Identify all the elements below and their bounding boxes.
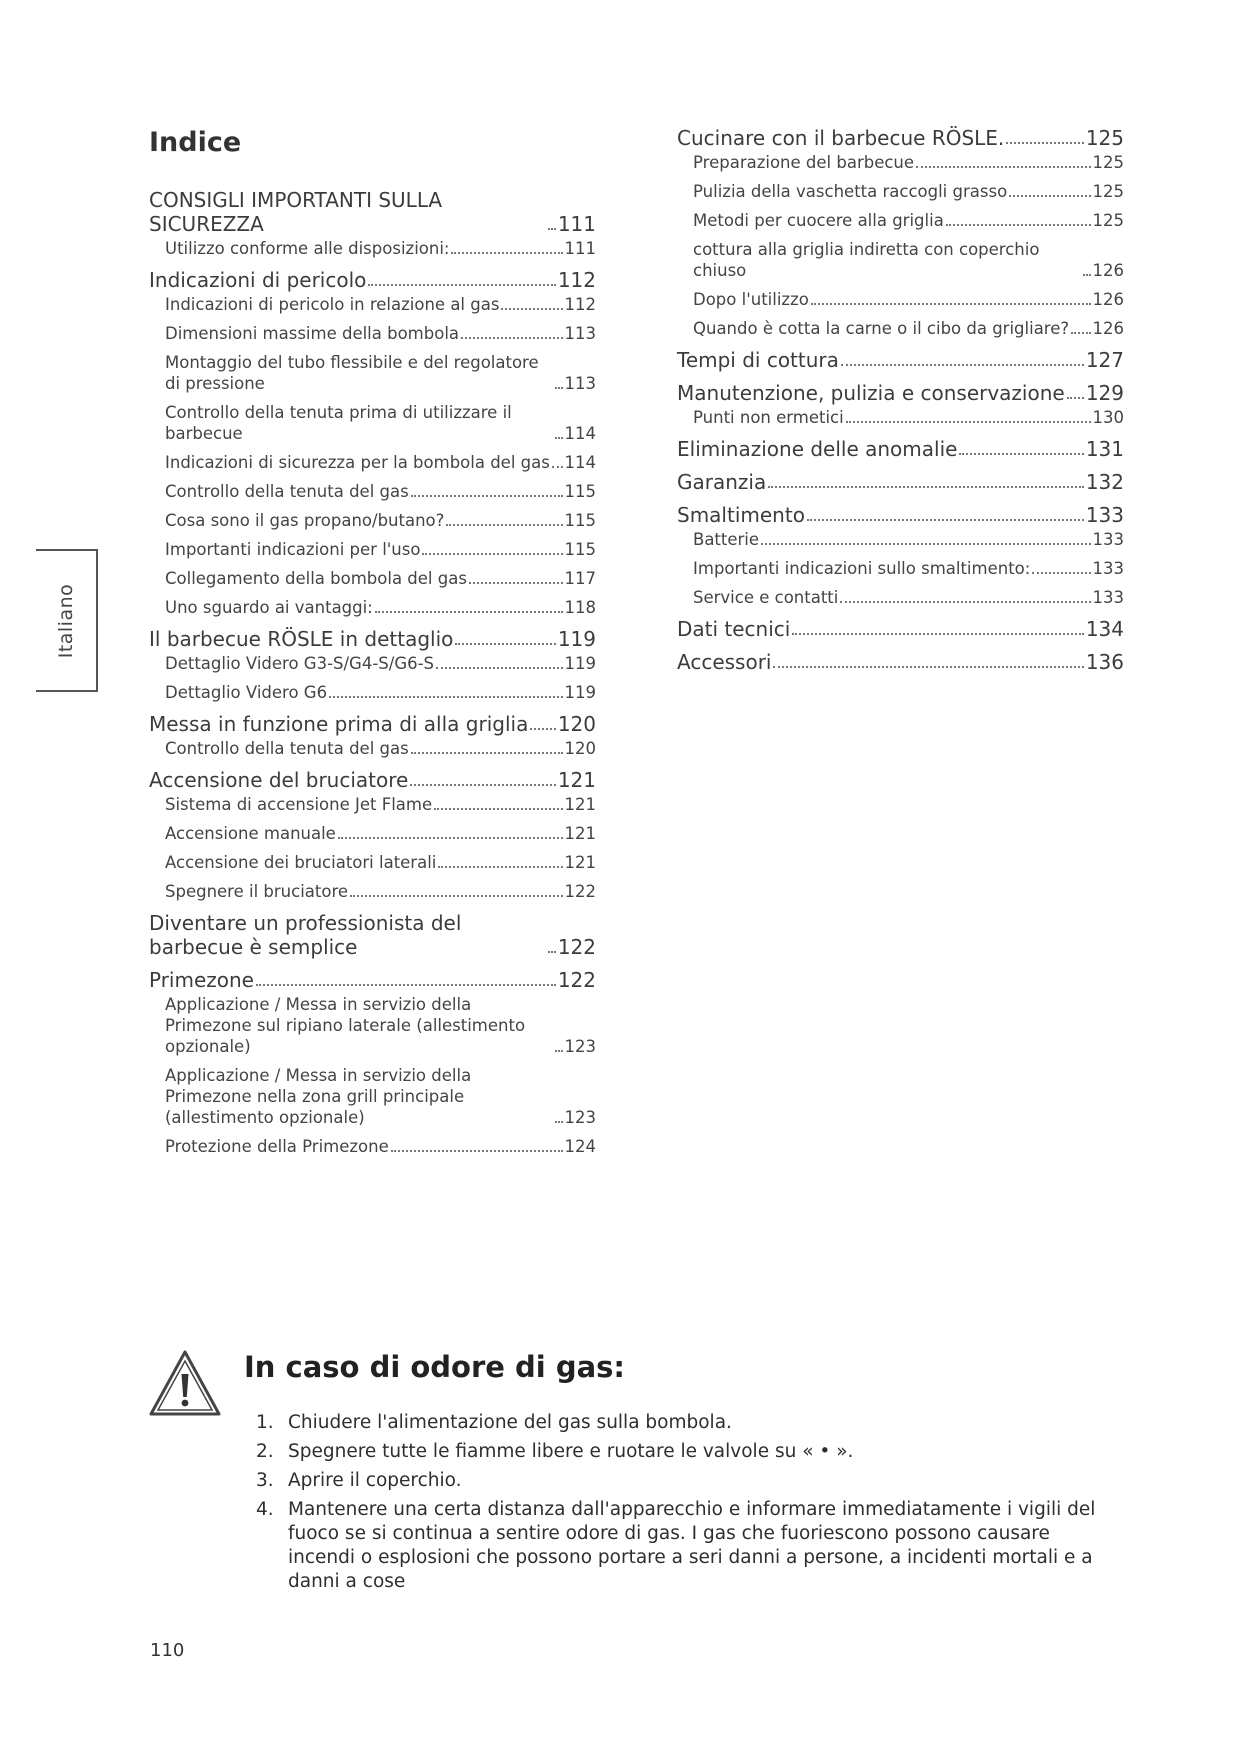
toc-section-heading[interactable] bbox=[677, 348, 1124, 372]
toc-entry-page: 130 bbox=[1092, 408, 1124, 427]
warning-step-text: Chiudere l'alimentazione del gas sulla bombola. bbox=[288, 1412, 732, 1433]
toc-subentry[interactable] bbox=[149, 568, 596, 589]
dot-leader bbox=[411, 752, 563, 754]
toc-entry-label: cottura alla griglia indiretta con coperchio chiuso bbox=[693, 240, 1040, 280]
toc-entry-page: 118 bbox=[564, 598, 596, 617]
toc-entry-label: Accessori bbox=[677, 650, 772, 674]
toc-entry-page: 125 bbox=[1092, 211, 1124, 230]
toc-section-heading[interactable] bbox=[149, 712, 596, 736]
toc-entry-label: Collegamento della bombola del gas bbox=[165, 569, 467, 588]
toc-subentry[interactable] bbox=[677, 289, 1124, 310]
toc-entry-label: Montaggio del tubo flessibile e del regolatore di pressione bbox=[165, 353, 539, 393]
toc-section-heading[interactable] bbox=[149, 911, 596, 959]
toc-entry-label: Controllo della tenuta del gas bbox=[165, 482, 409, 501]
toc-entry-page: 121 bbox=[564, 853, 596, 872]
toc-entry-page: 112 bbox=[557, 268, 596, 292]
toc-entry-label: Utilizzo conforme alle disposizioni: bbox=[165, 239, 450, 258]
toc-subentry[interactable] bbox=[677, 210, 1124, 231]
toc-entry-label: Pulizia della vaschetta raccogli grasso bbox=[693, 182, 1008, 201]
toc-section bbox=[149, 712, 596, 759]
toc-entry-page: 136 bbox=[1085, 650, 1124, 674]
dot-leader bbox=[501, 308, 562, 310]
toc-entry-page: 124 bbox=[564, 1137, 596, 1156]
toc-section-heading[interactable] bbox=[677, 437, 1124, 461]
warning-title: In caso di odore di gas: bbox=[244, 1350, 626, 1384]
dot-leader bbox=[916, 166, 1090, 168]
toc-subentry[interactable] bbox=[149, 653, 596, 674]
toc-entry-label: Indicazioni di pericolo bbox=[149, 268, 367, 292]
toc-section-heading[interactable] bbox=[677, 650, 1124, 674]
toc-right-column bbox=[677, 126, 1124, 683]
toc-entry-label: Importanti indicazioni per l'uso bbox=[165, 540, 421, 559]
toc-entry-label: Metodi per cuocere alla griglia bbox=[693, 211, 944, 230]
toc-entry-page: 134 bbox=[1085, 617, 1124, 641]
dot-leader bbox=[555, 437, 563, 439]
toc-subentry[interactable] bbox=[677, 181, 1124, 202]
toc-subentry[interactable] bbox=[149, 852, 596, 873]
warning-step-text: Mantenere una certa distanza dall'apparecchio e informare immediatamente i vigili del fuoco se si continua a sentire odore di gas. I gas che fuoriescono possono causare incendi o esplosioni che possono portare a seri danni a persone, a incidenti mortali e a danni a cose bbox=[288, 1499, 1096, 1592]
dot-leader bbox=[846, 421, 1091, 423]
dot-leader bbox=[768, 486, 1084, 488]
toc-entry-label: Cucinare con il barbecue RÖSLE. bbox=[677, 126, 1005, 150]
toc-subentry[interactable] bbox=[149, 510, 596, 531]
toc-entry-page: 122 bbox=[557, 935, 596, 959]
toc-entry-label: Messa in funzione prima di alla griglia bbox=[149, 712, 529, 736]
page-title: Indice bbox=[149, 127, 242, 158]
toc-subentry[interactable] bbox=[149, 794, 596, 815]
toc-entry-page: 123 bbox=[564, 1108, 596, 1127]
dot-leader bbox=[555, 387, 563, 389]
dot-leader bbox=[329, 696, 562, 698]
toc-entry-page: 114 bbox=[564, 424, 596, 443]
toc-entry-page: 127 bbox=[1085, 348, 1124, 372]
toc-entry-page: 122 bbox=[564, 882, 596, 901]
dot-leader bbox=[1009, 195, 1090, 197]
toc-right-list bbox=[677, 126, 1124, 674]
toc-section-heading[interactable] bbox=[149, 268, 596, 292]
toc-section bbox=[149, 911, 596, 959]
toc-entry-label: Dati tecnici bbox=[677, 617, 791, 641]
toc-left-list bbox=[149, 188, 596, 1157]
toc-entry-page: 115 bbox=[564, 540, 596, 559]
dot-leader bbox=[368, 284, 555, 286]
toc-entry-label: Spegnere il bruciatore bbox=[165, 882, 349, 901]
warning-step-number: 3. bbox=[256, 1470, 274, 1491]
toc-section-heading[interactable] bbox=[677, 617, 1124, 641]
dot-leader bbox=[959, 453, 1083, 455]
toc-subentry[interactable] bbox=[149, 294, 596, 315]
toc-section bbox=[677, 348, 1124, 372]
toc-entry-page: 113 bbox=[564, 324, 596, 343]
warning-triangle-icon bbox=[148, 1349, 222, 1417]
warning-step bbox=[256, 1498, 1116, 1594]
toc-entry-page: 125 bbox=[1085, 126, 1124, 150]
toc-entry-page: 111 bbox=[557, 212, 596, 236]
toc-entry-page: 123 bbox=[564, 1037, 596, 1056]
toc-entry-page: 120 bbox=[564, 739, 596, 758]
toc-subentry[interactable] bbox=[149, 881, 596, 902]
warning-step bbox=[256, 1469, 1116, 1493]
toc-section bbox=[677, 126, 1124, 339]
dot-leader bbox=[461, 337, 562, 339]
toc-section bbox=[677, 650, 1124, 674]
toc-entry-page: 125 bbox=[1092, 182, 1124, 201]
toc-entry-page: 111 bbox=[564, 239, 596, 258]
toc-entry-page: 120 bbox=[557, 712, 596, 736]
toc-subentry[interactable] bbox=[677, 152, 1124, 173]
toc-subentry[interactable] bbox=[149, 452, 596, 473]
warning-step-number: 4. bbox=[256, 1499, 274, 1520]
warning-step bbox=[256, 1411, 1116, 1435]
dot-leader bbox=[256, 984, 556, 986]
toc-left-column bbox=[149, 126, 596, 1166]
dot-leader bbox=[946, 224, 1091, 226]
warning-steps-list bbox=[256, 1411, 1116, 1599]
toc-entry-label: Accensione manuale bbox=[165, 824, 336, 843]
dot-leader bbox=[446, 524, 562, 526]
toc-entry-label: Accensione del bruciatore bbox=[149, 768, 409, 792]
toc-entry-page: 126 bbox=[1092, 290, 1124, 309]
toc-section bbox=[149, 627, 596, 703]
toc-subentry[interactable] bbox=[677, 407, 1124, 428]
toc-entry-label: Quando è cotta la carne o il cibo da grigliare? bbox=[693, 319, 1070, 338]
toc-entry-page: 126 bbox=[1092, 319, 1124, 338]
toc-entry-page: 113 bbox=[564, 374, 596, 393]
toc-subentry[interactable] bbox=[149, 597, 596, 618]
toc-entry-page: 133 bbox=[1092, 530, 1124, 549]
toc-entry-label: Diventare un professionista del barbecue è semplice bbox=[149, 911, 462, 959]
toc-entry-label: Punti non ermetici bbox=[693, 408, 844, 427]
toc-entry-label: Garanzia bbox=[677, 470, 767, 494]
warning-step-text: Spegnere tutte le fiamme libere e ruotare le valvole su « • ». bbox=[288, 1441, 854, 1462]
toc-subentry[interactable] bbox=[149, 481, 596, 502]
toc-entry-label: Importanti indicazioni sullo smaltimento: bbox=[693, 559, 1031, 578]
toc-subentry[interactable] bbox=[149, 682, 596, 703]
language-side-tab bbox=[36, 549, 98, 692]
toc-entry-label: Cosa sono il gas propano/butano? bbox=[165, 511, 445, 530]
toc-subentry[interactable] bbox=[149, 738, 596, 759]
dot-leader bbox=[555, 1050, 563, 1052]
toc-entry-page: 114 bbox=[564, 453, 596, 472]
toc-entry-label: Dopo l'utilizzo bbox=[693, 290, 809, 309]
toc-subentry[interactable] bbox=[677, 318, 1124, 339]
toc-entry-label: Dettaglio Videro G6 bbox=[165, 683, 328, 702]
dot-leader bbox=[555, 1121, 563, 1123]
toc-subentry[interactable] bbox=[677, 587, 1124, 608]
toc-entry-page: 117 bbox=[564, 569, 596, 588]
toc-entry-label: Indicazioni di sicurezza per la bombola del gas bbox=[165, 453, 550, 472]
toc-entry-label: Accensione dei bruciatori laterali bbox=[165, 853, 437, 872]
toc-section bbox=[677, 437, 1124, 461]
dot-leader bbox=[548, 228, 556, 230]
toc-entry-page: 112 bbox=[564, 295, 596, 314]
toc-entry-page: 121 bbox=[564, 824, 596, 843]
toc-subentry[interactable] bbox=[149, 352, 596, 394]
toc-entry-label: Controllo della tenuta del gas bbox=[165, 739, 409, 758]
dot-leader bbox=[434, 808, 562, 810]
dot-leader bbox=[1006, 142, 1084, 144]
toc-entry-label: Applicazione / Messa in servizio della Primezone nella zona grill principale (allestimento opzionale) bbox=[165, 1066, 472, 1127]
toc-entry-page: 133 bbox=[1092, 559, 1124, 578]
toc-entry-label: Applicazione / Messa in servizio della Primezone sul ripiano laterale (allestimento opzionale) bbox=[165, 995, 526, 1056]
toc-entry-label: Protezione della Primezone bbox=[165, 1137, 389, 1156]
dot-leader bbox=[455, 643, 555, 645]
toc-section-heading[interactable] bbox=[149, 188, 596, 236]
toc-entry-page: 126 bbox=[1092, 261, 1124, 280]
toc-entry-label: Batterie bbox=[693, 530, 760, 549]
toc-subentry[interactable] bbox=[149, 823, 596, 844]
language-label: Italiano bbox=[55, 583, 77, 658]
toc-entry-page: 119 bbox=[564, 683, 596, 702]
toc-section bbox=[149, 188, 596, 259]
toc-entry-page: 115 bbox=[564, 482, 596, 501]
dot-leader bbox=[761, 543, 1090, 545]
dot-leader bbox=[552, 466, 563, 468]
toc-subentry[interactable] bbox=[677, 239, 1124, 281]
dot-leader bbox=[350, 895, 562, 897]
toc-section-heading[interactable] bbox=[149, 627, 596, 651]
toc-entry-page: 125 bbox=[1092, 153, 1124, 172]
toc-subentry[interactable] bbox=[149, 1136, 596, 1157]
toc-entry-label: Uno sguardo ai vantaggi: bbox=[165, 598, 373, 617]
dot-leader bbox=[773, 666, 1083, 668]
toc-section bbox=[149, 968, 596, 1157]
toc-subentry[interactable] bbox=[149, 402, 596, 444]
toc-section-heading[interactable] bbox=[677, 470, 1124, 494]
dot-leader bbox=[1071, 332, 1090, 334]
toc-section-heading[interactable] bbox=[677, 381, 1124, 405]
toc-entry-label: Sistema di accensione Jet Flame bbox=[165, 795, 433, 814]
toc-entry-page: 133 bbox=[1092, 588, 1124, 607]
toc-entry-label: Smaltimento bbox=[677, 503, 805, 527]
toc-entry-page: 131 bbox=[1085, 437, 1124, 461]
page-number: 110 bbox=[150, 1640, 185, 1661]
toc-section-heading[interactable] bbox=[677, 503, 1124, 527]
dot-leader bbox=[411, 495, 563, 497]
toc-section bbox=[149, 268, 596, 618]
toc-entry-label: Tempi di cottura bbox=[677, 348, 839, 372]
toc-subentry[interactable] bbox=[677, 529, 1124, 550]
toc-entry-label: Dimensioni massime della bombola bbox=[165, 324, 460, 343]
dot-leader bbox=[1067, 397, 1084, 399]
toc-subentry[interactable] bbox=[149, 994, 596, 1057]
dot-leader bbox=[338, 837, 563, 839]
toc-section bbox=[677, 617, 1124, 641]
toc-entry-page: 121 bbox=[557, 768, 596, 792]
toc-entry-label: Eliminazione delle anomalie bbox=[677, 437, 958, 461]
dot-leader bbox=[436, 667, 562, 669]
toc-entry-page: 129 bbox=[1085, 381, 1124, 405]
toc-subentry[interactable] bbox=[149, 238, 596, 259]
toc-subentry[interactable] bbox=[149, 539, 596, 560]
toc-entry-page: 122 bbox=[557, 968, 596, 992]
dot-leader bbox=[1032, 572, 1090, 574]
dot-leader bbox=[811, 303, 1091, 305]
dot-leader bbox=[792, 633, 1083, 635]
toc-entry-label: Controllo della tenuta prima di utilizzare il barbecue bbox=[165, 403, 512, 443]
toc-entry-label: CONSIGLI IMPORTANTI SULLA SICUREZZA bbox=[149, 188, 443, 236]
toc-entry-label: Il barbecue RÖSLE in dettaglio bbox=[149, 627, 454, 651]
toc-section bbox=[677, 503, 1124, 608]
warning-step-text: Aprire il coperchio. bbox=[288, 1470, 462, 1491]
dot-leader bbox=[438, 866, 562, 868]
toc-section-heading[interactable] bbox=[149, 768, 596, 792]
warning-step-number: 2. bbox=[256, 1441, 274, 1462]
dot-leader bbox=[451, 252, 562, 254]
toc-entry-page: 119 bbox=[557, 627, 596, 651]
toc-subentry[interactable] bbox=[149, 1065, 596, 1128]
toc-entry-label: Indicazioni di pericolo in relazione al gas bbox=[165, 295, 500, 314]
toc-entry-label: Service e contatti bbox=[693, 588, 839, 607]
toc-section-heading[interactable] bbox=[149, 968, 596, 992]
toc-entry-page: 119 bbox=[564, 654, 596, 673]
dot-leader bbox=[841, 364, 1084, 366]
dot-leader bbox=[1083, 274, 1091, 276]
dot-leader bbox=[422, 553, 562, 555]
toc-entry-page: 121 bbox=[564, 795, 596, 814]
dot-leader bbox=[530, 728, 555, 730]
dot-leader bbox=[410, 784, 555, 786]
dot-leader bbox=[840, 601, 1090, 603]
dot-leader bbox=[469, 582, 563, 584]
toc-entry-label: Primezone bbox=[149, 968, 254, 992]
toc-entry-page: 133 bbox=[1085, 503, 1124, 527]
toc-section-heading[interactable] bbox=[677, 126, 1124, 150]
toc-section bbox=[677, 381, 1124, 428]
toc-subentry[interactable] bbox=[149, 323, 596, 344]
dot-leader bbox=[548, 951, 556, 953]
toc-subentry[interactable] bbox=[677, 558, 1124, 579]
toc-entry-label: Manutenzione, pulizia e conservazione bbox=[677, 381, 1065, 405]
toc-entry-page: 115 bbox=[564, 511, 596, 530]
toc-entry-label: Dettaglio Videro G3-S/G4-S/G6-S bbox=[165, 654, 435, 673]
warning-step bbox=[256, 1440, 1116, 1464]
dot-leader bbox=[375, 611, 563, 613]
toc-section bbox=[149, 768, 596, 902]
toc-section bbox=[677, 470, 1124, 494]
dot-leader bbox=[391, 1150, 563, 1152]
warning-step-number: 1. bbox=[256, 1412, 274, 1433]
dot-leader bbox=[807, 519, 1084, 521]
toc-entry-page: 132 bbox=[1085, 470, 1124, 494]
toc-entry-label: Preparazione del barbecue bbox=[693, 153, 915, 172]
